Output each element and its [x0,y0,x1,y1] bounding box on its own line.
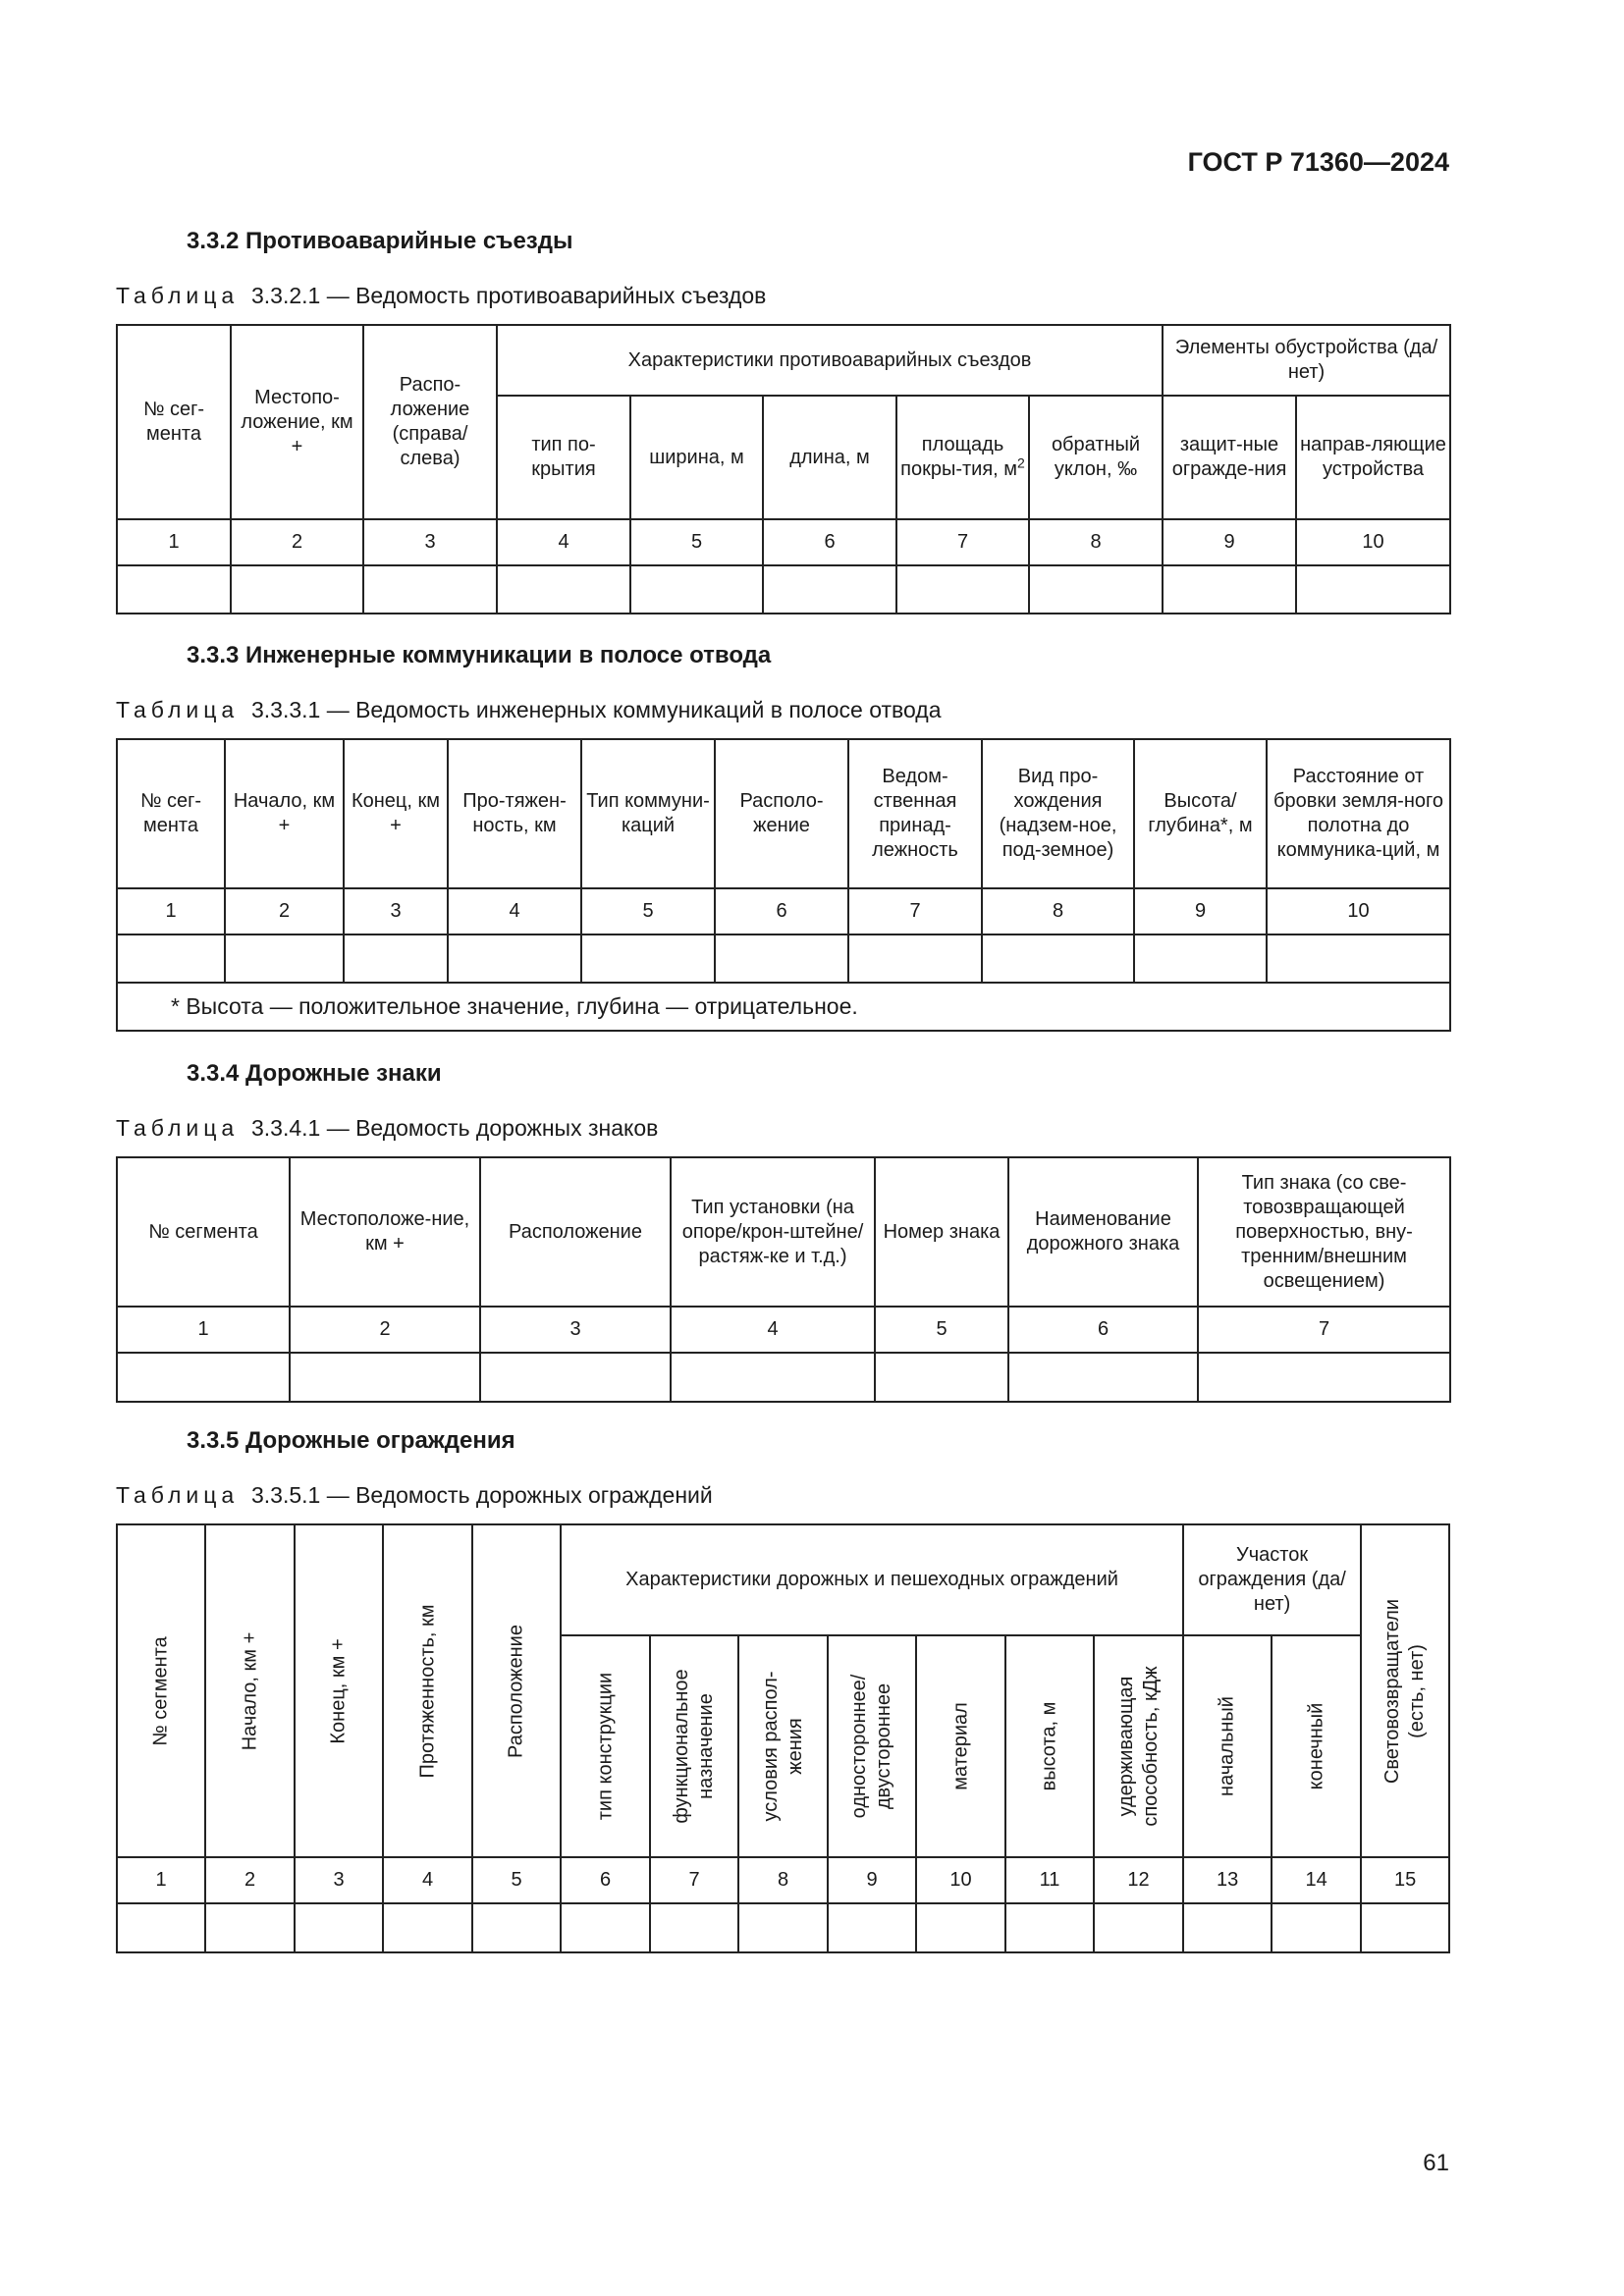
empty-row [117,565,1450,614]
vertical-label: Начало, км + [239,1631,260,1750]
caption-word: Таблица [116,697,240,722]
column-number: 1 [117,1857,205,1903]
section-heading-333: 3.3.3 Инженерные коммуникации в полосе отвода [187,642,772,668]
label-line-2: двустороннее [873,1682,894,1810]
sub-header-capacity [1094,1635,1183,1857]
empty-cell [448,934,581,983]
sub-header-end-section [1272,1635,1361,1857]
column-number: 2 [205,1857,295,1903]
sub-header-sides [828,1635,916,1857]
col-header-mount-type: Тип установки (на опоре/крон-штейне/растяж-ке и т.д.) [671,1157,875,1307]
caption-text: 3.3.2.1 — Ведомость противоаварийных съездов [250,283,767,308]
vertical-label [670,1669,719,1823]
column-number: 13 [1183,1857,1272,1903]
section-heading-334: 3.3.4 Дорожные знаки [187,1060,442,1087]
group-header-characteristics: Характеристики противоаварийных съездов [497,325,1163,396]
caption-text: 3.3.3.1 — Ведомость инженерных коммуникаций в полосе отвода [250,697,942,722]
caption-word: Таблица [116,1115,240,1141]
col-header-sign-type: Тип знака (со све-товозвращающей поверхностью, вну-тренним/внешним освещением) [1198,1157,1450,1307]
table-caption-335 [116,1482,713,1509]
empty-cell [383,1903,472,1952]
column-number: 9 [1134,888,1267,934]
area-label: площадь покры-тия, м [900,434,1018,480]
empty-cell [763,565,896,614]
col-header-segment: № сегмента [117,1157,290,1307]
empty-cell [1005,1903,1094,1952]
empty-row [117,1353,1450,1402]
col-header-segment [117,1524,205,1857]
numbering-row [117,1307,1450,1353]
column-number: 8 [738,1857,828,1903]
col-header-reflectors [1361,1524,1449,1857]
vertical-label: тип конструкции [594,1672,616,1821]
column-number: 10 [1267,888,1450,934]
empty-cell [1163,565,1296,614]
column-number: 7 [848,888,982,934]
empty-cell [480,1353,671,1402]
empty-cell [1272,1903,1361,1952]
col-header-routing: Вид про-хождения (надзем-ное, под-земное) [982,739,1134,888]
empty-cell [1296,565,1450,614]
group-header-section: Участок ограждения (да/нет) [1183,1524,1361,1635]
section-heading-332: 3.3.2 Противоаварийные съезды [187,228,573,254]
empty-cell [472,1903,561,1952]
empty-cell [982,934,1134,983]
col-header-location: Располо-жение [715,739,848,888]
col-header-position: Расположение [480,1157,671,1307]
column-number: 10 [1296,519,1450,565]
vertical-label: начальный [1216,1696,1238,1796]
column-number: 6 [561,1857,650,1903]
empty-cell [1008,1353,1198,1402]
empty-cell [497,565,630,614]
empty-cell [1029,565,1163,614]
numbering-row [117,888,1450,934]
vertical-label [1380,1598,1430,1783]
empty-row [117,1903,1449,1952]
numbering-row [117,1857,1449,1903]
sub-header-height [1005,1635,1094,1857]
sub-header-construction [561,1635,650,1857]
column-number: 3 [480,1307,671,1353]
empty-cell [848,934,982,983]
column-number: 5 [630,519,763,565]
empty-cell [205,1903,295,1952]
table-334 [116,1156,1451,1403]
label-line-1: одностороннее/ [848,1674,870,1819]
sub-header-surface: тип по-крытия [497,396,630,519]
column-number: 7 [650,1857,738,1903]
column-number: 6 [715,888,848,934]
numbering-row [117,519,1450,565]
col-header-start: Начало, км + [225,739,344,888]
column-number: 14 [1272,1857,1361,1903]
sub-header-length: длина, м [763,396,896,519]
column-number: 12 [1094,1857,1183,1903]
empty-cell [344,934,448,983]
vertical-label: Расположение [505,1624,527,1758]
column-number: 3 [363,519,497,565]
column-number: 8 [1029,519,1163,565]
table-caption-332 [116,283,766,309]
column-number: 15 [1361,1857,1449,1903]
column-number: 5 [472,1857,561,1903]
empty-row [117,934,1450,983]
column-number: 4 [497,519,630,565]
col-header-location: Местопо-ложение, км + [231,325,363,519]
column-number: 3 [295,1857,383,1903]
col-header-sign-name: Наименование дорожного знака [1008,1157,1198,1307]
column-number: 2 [290,1307,480,1353]
reflector-line-2: (есть, нет) [1406,1643,1429,1738]
empty-cell [1134,934,1267,983]
empty-cell [117,565,231,614]
empty-cell [1183,1903,1272,1952]
section-heading-335: 3.3.5 Дорожные ограждения [187,1427,515,1454]
empty-cell [295,1903,383,1952]
empty-cell [290,1353,480,1402]
sub-header-function [650,1635,738,1857]
group-header-characteristics: Характеристики дорожных и пешеходных ограждений [561,1524,1183,1635]
col-header-distance: Расстояние от бровки земля-ного полотна до коммуника-ций, м [1267,739,1450,888]
caption-text: 3.3.4.1 — Ведомость дорожных знаков [250,1115,659,1141]
empty-cell [630,565,763,614]
col-header-end [295,1524,383,1857]
column-number: 9 [828,1857,916,1903]
reflector-line-1: Световозвращатели [1381,1598,1404,1784]
vertical-label [847,1675,896,1819]
col-header-length: Про-тяжен-ность, км [448,739,581,888]
sub-header-guides: направ-ляющие устройства [1296,396,1450,519]
column-number: 11 [1005,1857,1094,1903]
empty-cell [1267,934,1450,983]
sub-header-width: ширина, м [630,396,763,519]
col-header-sign-number: Номер знака [875,1157,1008,1307]
column-number: 4 [448,888,581,934]
group-header-elements: Элементы обустройства (да/нет) [1163,325,1450,396]
label-line-1: удерживающая [1114,1676,1137,1817]
table-333 [116,738,1451,1032]
empty-cell [916,1903,1005,1952]
col-header-height: Высота/ глубина*, м [1134,739,1267,888]
col-header-segment: № сег-мента [117,325,231,519]
col-header-side: Распо-ложение (справа/ слева) [363,325,497,519]
column-number: 6 [1008,1307,1198,1353]
vertical-label [759,1671,808,1821]
column-number: 1 [117,519,231,565]
caption-word: Таблица [116,283,240,308]
label-line-2: назначение [695,1693,717,1799]
col-header-position [472,1524,561,1857]
column-number: 4 [671,1307,875,1353]
column-number: 1 [117,888,225,934]
vertical-label: Конец, км + [327,1637,350,1744]
empty-cell [1361,1903,1449,1952]
table-332 [116,324,1451,614]
table-footnote: * Высота — положительное значение, глубина — отрицательное. [117,983,1450,1031]
col-header-end: Конец, км + [344,739,448,888]
area-superscript: 2 [1017,454,1025,471]
column-number: 6 [763,519,896,565]
label-line-1: условия распол- [759,1671,782,1822]
column-number: 2 [225,888,344,934]
col-header-start [205,1524,295,1857]
vertical-label: Протяженность, км [416,1603,438,1779]
empty-cell [561,1903,650,1952]
empty-cell [117,934,225,983]
sub-header-conditions [738,1635,828,1857]
vertical-label: материал [949,1702,971,1790]
empty-cell [738,1903,828,1952]
column-number: 10 [916,1857,1005,1903]
column-number: 7 [896,519,1029,565]
empty-cell [1094,1903,1183,1952]
vertical-label [1114,1666,1164,1826]
column-number: 3 [344,888,448,934]
column-number: 4 [383,1857,472,1903]
empty-cell [117,1903,205,1952]
document-code: ГОСТ Р 71360—2024 [1187,147,1449,177]
sub-header-material [916,1635,1005,1857]
caption-word: Таблица [116,1482,240,1508]
empty-cell [828,1903,916,1952]
column-number: 7 [1198,1307,1450,1353]
column-number: 9 [1163,519,1296,565]
vertical-label: конечный [1305,1702,1327,1790]
empty-cell [715,934,848,983]
empty-cell [117,1353,290,1402]
empty-cell [896,565,1029,614]
empty-cell [650,1903,738,1952]
label-line-2: способность, кДж [1139,1666,1162,1827]
vertical-label: № сегмента [149,1635,172,1746]
empty-cell [225,934,344,983]
table-caption-333 [116,697,942,723]
empty-cell [671,1353,875,1402]
empty-cell [581,934,715,983]
col-header-length [383,1524,472,1857]
label-line-1: функциональное [671,1669,692,1824]
label-line-2: жения [784,1718,806,1775]
table-caption-334 [116,1115,658,1142]
table-335 [116,1523,1450,1953]
sub-header-slope: обратный уклон, ‰ [1029,396,1163,519]
column-number: 2 [231,519,363,565]
empty-cell [363,565,497,614]
empty-cell [231,565,363,614]
sub-header-barriers: защит-ные огражде-ния [1163,396,1296,519]
caption-text: 3.3.5.1 — Ведомость дорожных ограждений [250,1482,713,1508]
empty-cell [1198,1353,1450,1402]
sub-header-start-section [1183,1635,1272,1857]
col-header-type: Тип коммуни-каций [581,739,715,888]
col-header-location: Местоположе-ние, км + [290,1157,480,1307]
column-number: 1 [117,1307,290,1353]
column-number: 5 [875,1307,1008,1353]
col-header-segment: № сег-мента [117,739,225,888]
page-number: 61 [1423,2150,1449,2176]
vertical-label: высота, м [1038,1701,1060,1791]
col-header-ownership: Ведом-ственная принад-лежность [848,739,982,888]
column-number: 5 [581,888,715,934]
column-number: 8 [982,888,1134,934]
empty-cell [875,1353,1008,1402]
sub-header-area [896,396,1029,519]
